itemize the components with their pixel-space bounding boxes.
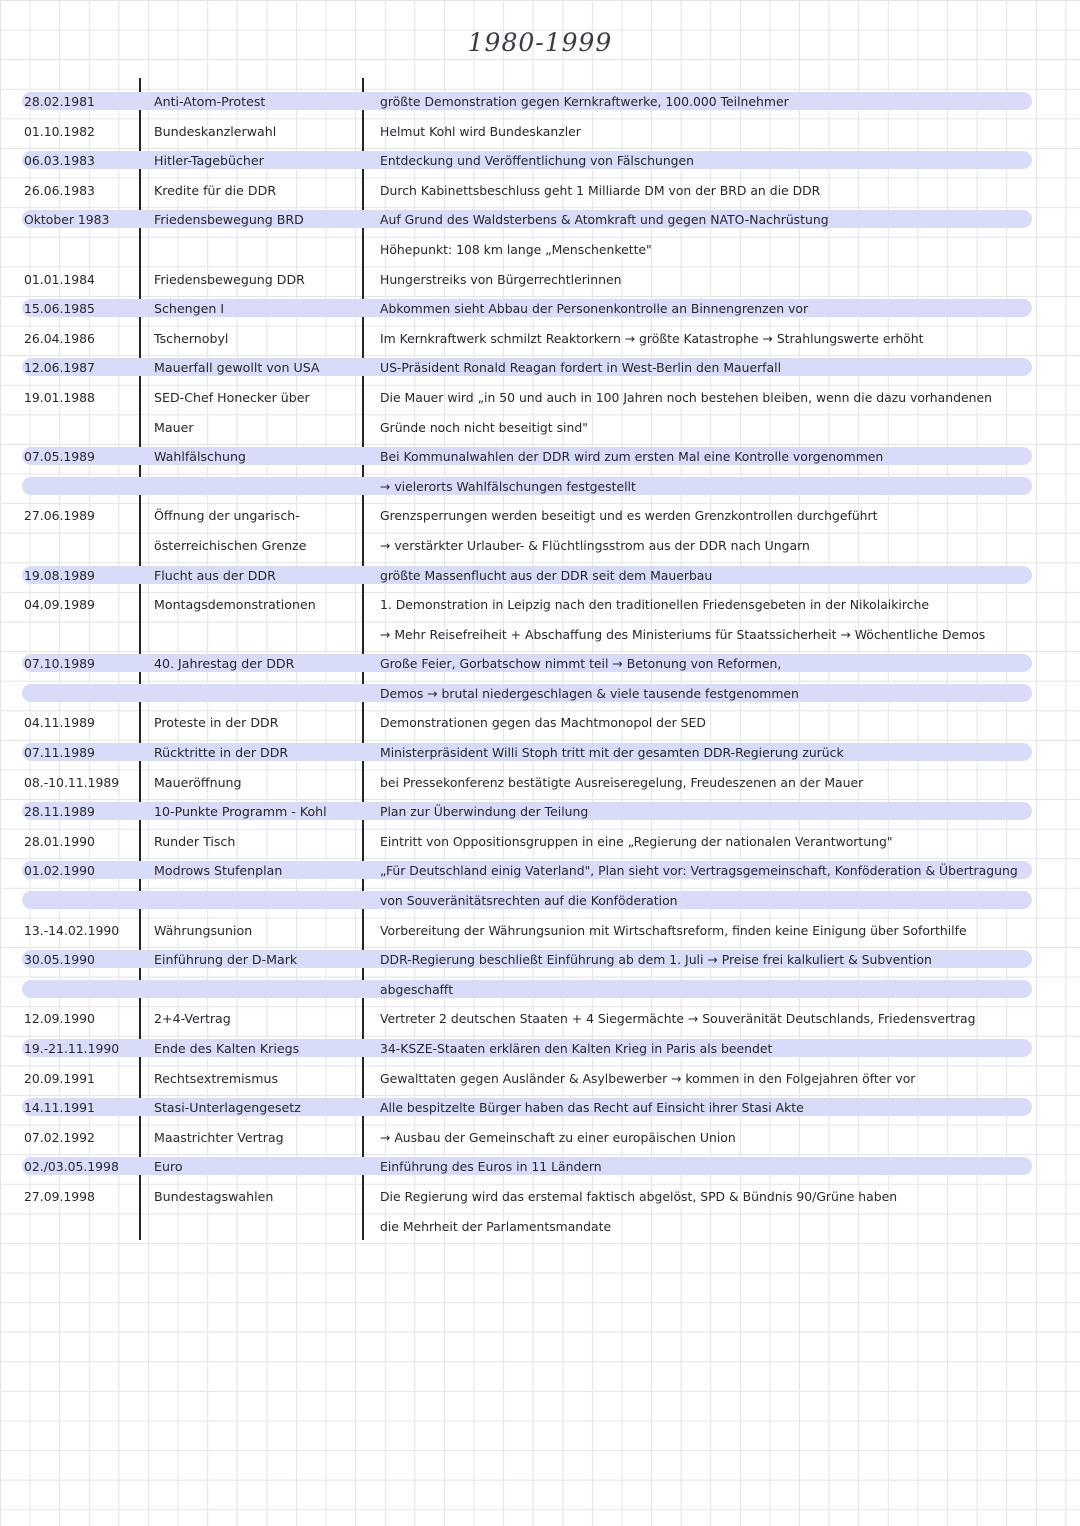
event-cell: Stasi-Unterlagengesetz bbox=[154, 1100, 301, 1116]
event-cell: Montagsdemonstrationen bbox=[154, 597, 316, 613]
date-cell: 26.06.1983 bbox=[24, 182, 95, 198]
event-cell: Modrows Stufenplan bbox=[154, 863, 283, 879]
timeline-row bbox=[0, 149, 1080, 179]
timeline-row bbox=[0, 356, 1080, 386]
description-cell: „Für Deutschland einig Vaterland", Plan sieht vor: Vertragsgemeinschaft, Konföderation & Übertragung bbox=[380, 863, 1018, 879]
timeline-row bbox=[0, 859, 1080, 889]
description-cell: 34-KSZE-Staaten erklären den Kalten Krieg in Paris als beendet bbox=[380, 1041, 773, 1056]
event-cell: Wahlfälschung bbox=[154, 449, 246, 465]
event-cell: Bundestagswahlen bbox=[154, 1188, 274, 1204]
date-cell: 27.09.1998 bbox=[24, 1188, 95, 1204]
date-cell: 19.-21.11.1990 bbox=[24, 1041, 120, 1056]
description-cell: von Souveränitätsrechten auf die Konföderation bbox=[380, 893, 678, 909]
timeline-row bbox=[0, 741, 1080, 771]
description-cell: Hungerstreiks von Bürgerrechtlerinnen bbox=[380, 271, 622, 287]
date-cell: 28.11.1989 bbox=[24, 804, 95, 820]
timeline-row bbox=[0, 534, 1080, 564]
event-cell: 2+4-Vertrag bbox=[154, 1011, 231, 1027]
description-cell: Die Mauer wird „in 50 und auch in 100 Jahren noch bestehen bleiben, wenn die dazu vorhandenen bbox=[380, 389, 992, 405]
description-cell: Demos → brutal niedergeschlagen & viele tausende festgenommen bbox=[380, 685, 799, 701]
timeline-table bbox=[0, 90, 1080, 1244]
event-cell: Maueröffnung bbox=[154, 774, 242, 790]
event-cell: Friedensbewegung BRD bbox=[154, 212, 304, 228]
description-cell: US-Präsident Ronald Reagan fordert in West-Berlin den Mauerfall bbox=[380, 360, 782, 376]
timeline-row bbox=[0, 1007, 1080, 1037]
description-cell: bei Pressekonferenz bestätigte Ausreiseregelung, Freudeszenen an der Mauer bbox=[380, 774, 864, 790]
event-cell: Mauerfall gewollt von USA bbox=[154, 360, 320, 376]
timeline-row bbox=[0, 1096, 1080, 1126]
date-cell: 12.09.1990 bbox=[24, 1011, 95, 1027]
event-cell: Maastrichter Vertrag bbox=[154, 1129, 284, 1145]
event-cell: Euro bbox=[154, 1159, 183, 1175]
description-cell: Einführung des Euros in 11 Ländern bbox=[380, 1159, 602, 1175]
event-cell: Rechtsextremismus bbox=[154, 1070, 279, 1086]
timeline-row bbox=[0, 623, 1080, 653]
timeline-row bbox=[0, 504, 1080, 534]
event-cell: 10-Punkte Programm - Kohl bbox=[154, 804, 327, 820]
description-cell: Eintritt von Oppositionsgruppen in eine „Regierung der nationalen Verantwortung" bbox=[380, 833, 893, 849]
date-cell: 02./03.05.1998 bbox=[24, 1159, 119, 1175]
date-cell: 04.11.1989 bbox=[24, 715, 95, 731]
date-cell: 08.-10.11.1989 bbox=[24, 774, 120, 790]
timeline-row bbox=[0, 889, 1080, 919]
date-cell: 19.01.1988 bbox=[24, 389, 95, 405]
description-cell: Höhepunkt: 108 km lange „Menschenkette" bbox=[380, 241, 652, 257]
timeline-row bbox=[0, 564, 1080, 594]
description-cell: Große Feier, Gorbatschow nimmt teil → Betonung von Reformen, bbox=[380, 656, 782, 672]
event-cell: Rücktritte in der DDR bbox=[154, 745, 289, 761]
timeline-row bbox=[0, 1126, 1080, 1156]
description-cell: Gewalttaten gegen Ausländer & Asylbewerber → kommen in den Folgejahren öfter vor bbox=[380, 1070, 916, 1086]
description-cell: Abkommen sieht Abbau der Personenkontrolle an Binnengrenzen vor bbox=[380, 301, 809, 317]
date-cell: 20.09.1991 bbox=[24, 1070, 95, 1086]
date-cell: 30.05.1990 bbox=[24, 952, 95, 968]
description-cell: Bei Kommunalwahlen der DDR wird zum ersten Mal eine Kontrolle vorgenommen bbox=[380, 449, 884, 465]
description-cell: Auf Grund des Waldsterbens & Atomkraft und gegen NATO-Nachrüstung bbox=[380, 212, 829, 228]
event-cell: Anti-Atom-Protest bbox=[154, 94, 266, 109]
date-cell: 07.11.1989 bbox=[24, 745, 95, 761]
date-cell: 26.04.1986 bbox=[24, 330, 95, 346]
description-cell: größte Demonstration gegen Kernkraftwerke, 100.000 Teilnehmer bbox=[380, 94, 789, 109]
event-cell: Hitler-Tagebücher bbox=[154, 153, 264, 169]
timeline-row bbox=[0, 1155, 1080, 1185]
event-cell: Öffnung der ungarisch- bbox=[154, 508, 300, 524]
date-cell: 19.08.1989 bbox=[24, 567, 95, 583]
description-cell: → verstärkter Urlauber- & Flüchtlingsstrom aus der DDR nach Ungarn bbox=[380, 537, 810, 553]
event-cell: Mauer bbox=[154, 419, 194, 435]
description-cell: Vorbereitung der Währungsunion mit Wirtschaftsreform, finden keine Einigung über Soforthilfe bbox=[380, 922, 967, 938]
timeline-row bbox=[0, 593, 1080, 623]
timeline-row bbox=[0, 948, 1080, 978]
description-cell: 1. Demonstration in Leipzig nach den traditionellen Friedensgebeten in der Nikolaikirche bbox=[380, 597, 929, 613]
date-cell: 04.09.1989 bbox=[24, 597, 95, 613]
timeline-row bbox=[0, 711, 1080, 741]
description-cell: Gründe noch nicht beseitigt sind" bbox=[380, 419, 588, 435]
date-cell: 27.06.1989 bbox=[24, 508, 95, 524]
event-cell: SED-Chef Honecker über bbox=[154, 389, 310, 405]
timeline-row bbox=[0, 919, 1080, 949]
description-cell: Die Regierung wird das erstemal faktisch abgelöst, SPD & Bündnis 90/Grüne haben bbox=[380, 1188, 898, 1204]
description-cell: Durch Kabinettsbeschluss geht 1 Milliarde DM von der BRD an die DDR bbox=[380, 182, 821, 198]
timeline-row bbox=[0, 297, 1080, 327]
event-cell: Flucht aus der DDR bbox=[154, 567, 276, 583]
timeline-row bbox=[0, 179, 1080, 209]
date-cell: 01.01.1984 bbox=[24, 271, 95, 287]
date-cell: 13.-14.02.1990 bbox=[24, 922, 120, 938]
timeline-row bbox=[0, 120, 1080, 150]
timeline-row bbox=[0, 771, 1080, 801]
description-cell: DDR-Regierung beschließt Einführung ab dem 1. Juli → Preise frei kalkuliert & Subvention bbox=[380, 952, 932, 968]
timeline-row bbox=[0, 978, 1080, 1008]
date-cell: 01.02.1990 bbox=[24, 863, 95, 879]
date-cell: 15.06.1985 bbox=[24, 301, 95, 317]
description-cell: Plan zur Überwindung der Teilung bbox=[380, 804, 589, 820]
event-cell: Runder Tisch bbox=[154, 833, 236, 849]
date-cell: 12.06.1987 bbox=[24, 360, 95, 376]
event-cell: Schengen I bbox=[154, 301, 225, 317]
date-cell: 01.10.1982 bbox=[24, 123, 95, 139]
description-cell: abgeschafft bbox=[380, 981, 454, 997]
timeline-row bbox=[0, 238, 1080, 268]
date-cell: 28.01.1990 bbox=[24, 833, 95, 849]
timeline-row bbox=[0, 1215, 1080, 1245]
event-cell: Einführung der D-Mark bbox=[154, 952, 298, 968]
date-cell: 07.02.1992 bbox=[24, 1129, 95, 1145]
description-cell: → Ausbau der Gemeinschaft zu einer europäischen Union bbox=[380, 1129, 736, 1145]
event-cell: Tschernobyl bbox=[154, 330, 229, 346]
description-cell: Entdeckung und Veröffentlichung von Fälschungen bbox=[380, 153, 695, 169]
timeline-row bbox=[0, 1185, 1080, 1215]
description-cell: die Mehrheit der Parlamentsmandate bbox=[380, 1218, 612, 1234]
description-cell: Demonstrationen gegen das Machtmonopol der SED bbox=[380, 715, 706, 731]
timeline-row bbox=[0, 830, 1080, 860]
date-cell: 06.03.1983 bbox=[24, 153, 95, 169]
timeline-row bbox=[0, 416, 1080, 446]
timeline-row bbox=[0, 475, 1080, 505]
event-cell: Friedensbewegung DDR bbox=[154, 271, 305, 287]
date-cell: Oktober 1983 bbox=[24, 212, 110, 228]
timeline-row bbox=[0, 1067, 1080, 1097]
timeline-row bbox=[0, 682, 1080, 712]
description-cell: Ministerpräsident Willi Stoph tritt mit der gesamten DDR-Regierung zurück bbox=[380, 745, 844, 761]
date-cell: 14.11.1991 bbox=[24, 1100, 95, 1116]
event-cell: österreichischen Grenze bbox=[154, 537, 307, 553]
description-cell: Vertreter 2 deutschen Staaten + 4 Siegermächte → Souveränität Deutschlands, Friedensvertrag bbox=[380, 1011, 976, 1027]
description-cell: größte Massenflucht aus der DDR seit dem Mauerbau bbox=[380, 567, 713, 583]
event-cell: Bundeskanzlerwahl bbox=[154, 123, 277, 139]
description-cell: Alle bespitzelte Bürger haben das Recht auf Einsicht ihrer Stasi Akte bbox=[380, 1100, 804, 1116]
timeline-row bbox=[0, 800, 1080, 830]
description-cell: → Mehr Reisefreiheit + Abschaffung des Ministeriums für Staatssicherheit → Wöchentliche Demos bbox=[380, 626, 986, 642]
event-cell: Proteste in der DDR bbox=[154, 715, 279, 731]
timeline-row bbox=[0, 90, 1080, 120]
event-cell: Kredite für die DDR bbox=[154, 182, 277, 198]
description-cell: Grenzsperrungen werden beseitigt und es werden Grenzkontrollen durchgeführt bbox=[380, 508, 878, 524]
date-cell: 07.10.1989 bbox=[24, 656, 95, 672]
timeline-row bbox=[0, 327, 1080, 357]
description-cell: Helmut Kohl wird Bundeskanzler bbox=[380, 123, 581, 139]
timeline-row bbox=[0, 652, 1080, 682]
date-cell: 07.05.1989 bbox=[24, 449, 95, 465]
page-title: 1980-1999 bbox=[467, 28, 613, 57]
date-cell: 28.02.1981 bbox=[24, 94, 95, 109]
event-cell: Währungsunion bbox=[154, 922, 253, 938]
description-cell: → vielerorts Wahlfälschungen festgestellt bbox=[380, 478, 636, 494]
timeline-row bbox=[0, 445, 1080, 475]
event-cell: 40. Jahrestag der DDR bbox=[154, 656, 295, 672]
event-cell: Ende des Kalten Kriegs bbox=[154, 1041, 300, 1056]
timeline-row bbox=[0, 268, 1080, 298]
timeline-row bbox=[0, 386, 1080, 416]
timeline-row bbox=[0, 208, 1080, 238]
description-cell: Im Kernkraftwerk schmilzt Reaktorkern → größte Katastrophe → Strahlungswerte erhöht bbox=[380, 330, 924, 346]
timeline-row bbox=[0, 1037, 1080, 1067]
